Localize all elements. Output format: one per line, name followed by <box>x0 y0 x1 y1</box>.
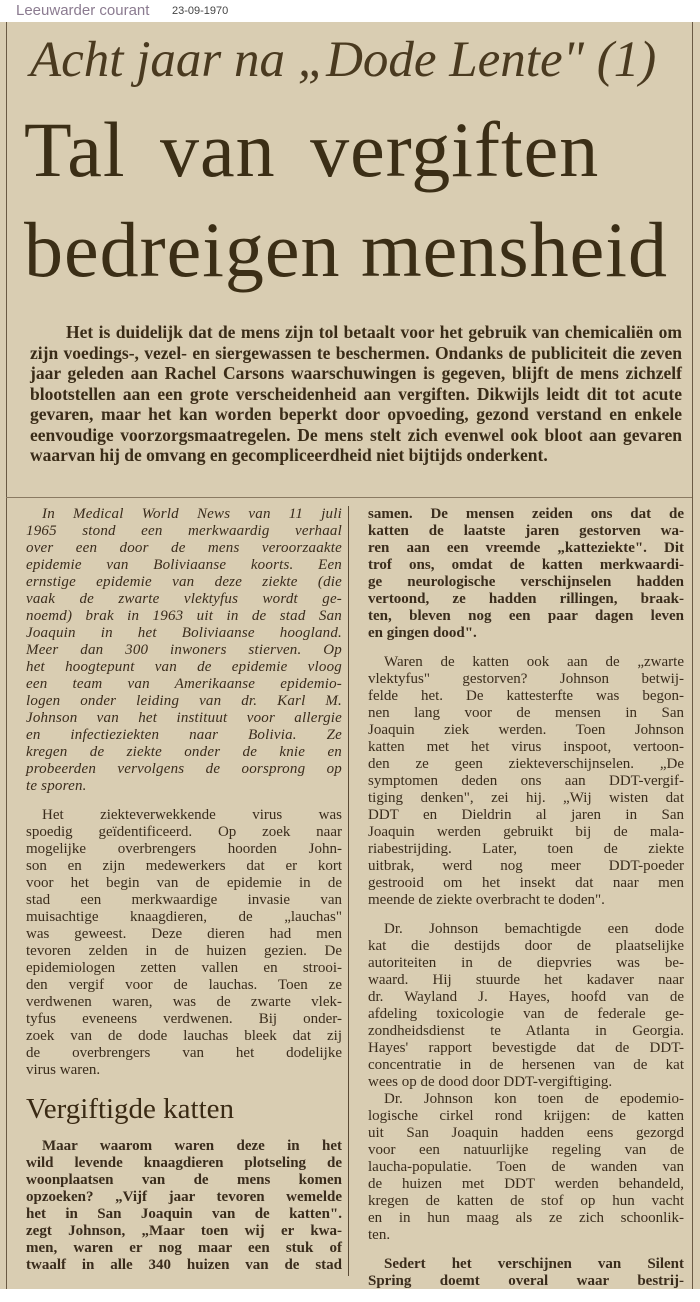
text-line: te sporen. <box>26 778 87 794</box>
text-line: Sedert het verschijnen van Silent <box>384 1256 684 1272</box>
text-line: Hayes' rapport bevestigde dat de DDT- <box>368 1040 684 1056</box>
text-line: Joaquin in het Boliviaanse hoogland. <box>26 625 342 641</box>
text-line: ge neurologische verschijnselen hadden <box>368 574 684 590</box>
text-line: wild levende knaagdieren plotseling de <box>26 1155 342 1171</box>
text-line: zondheidsdienst te Atlanta in Georgia. <box>368 1023 684 1039</box>
paragraph <box>26 807 342 1079</box>
text-line: dr. Wayland J. Hayes, hoofd van de <box>368 989 684 1005</box>
paragraph <box>368 921 684 1091</box>
text-line: In Medical World News van 11 juli <box>42 506 342 522</box>
text-line: son en zijn medewerkers dat er kort <box>26 858 342 874</box>
article-kicker: Acht jaar na „Dode Lente" (1) <box>30 32 657 88</box>
text-line: het in San Joaquin van de katten". <box>26 1206 342 1222</box>
text-line: afdeling toxicologie van de federale ge- <box>368 1006 684 1022</box>
text-line: katten de laatste jaren gestorven wa- <box>368 523 684 539</box>
text-line: voor het begin van de epidemie in de <box>26 875 342 891</box>
text-line: waard. Hij stuurde het kadaver naar <box>368 972 684 988</box>
text-line: de overbrengers van het dodelijke <box>26 1045 342 1061</box>
text-line: den ze geen ziekteverschijnselen. „De <box>368 756 684 772</box>
text-line: verdwenen waren, was de zwarte vlek- <box>26 994 342 1010</box>
paragraph <box>368 1091 684 1244</box>
text-line: vlektyfus" gestorven? Johnson betwij- <box>368 671 684 687</box>
text-line: gestrooid om het insekt dat naar men <box>368 875 684 891</box>
lead-text: Het is duidelijk dat de mens zijn tol betaalt voor het gebruik van chemicaliën om zijn voedings-, vezel- en siergewassen te beschermen. Ondanks de publiciteit die zeven jaar geleden aan Rachel Carsons waarschuwingen is gegeven, blijft de mens zichzelf blootstellen aan een grote verscheidenheid aan vergiften. Dikwijls leidt dit tot acute gevaren, maar het kan worden beperkt door opvoeding, gezond verstand en enkele eenvoudige voorzorgsmaatregelen. De mens stelt zich evenwel ook bloot aan gevaren waarvan hij de omvang en gecompliceerdheid niet bijtijds onderkent. <box>30 322 682 465</box>
paragraph <box>26 1138 342 1274</box>
text-line: noemd) brak in 1963 uit in de stad San <box>26 608 342 624</box>
text-line: autoriteiten in de diepvries was be- <box>368 955 684 971</box>
text-line: en in hun maag als ze zich schoonlik- <box>368 1210 684 1226</box>
text-line: twaalf in alle 340 huizen van de stad <box>26 1257 342 1273</box>
text-line: den vergif voor de lauchas. Toen ze <box>26 977 342 993</box>
text-line: vertoond, ze hadden rillingen, braak- <box>368 591 684 607</box>
text-line: uit San Joaquin hadden eens gezorgd <box>368 1125 684 1141</box>
text-line: virus waren. <box>26 1062 101 1078</box>
text-line: felde het. De kattesterfte was begon- <box>368 688 684 704</box>
text-line: symptomen deden ons aan DDT-vergif- <box>368 773 684 789</box>
text-line: laucha-populatie. Toen de wanden van <box>368 1159 684 1175</box>
text-line: probeerden vervolgens de oorsprong op <box>26 761 342 777</box>
paragraph <box>368 506 684 642</box>
text-line: spoedig geïdentificeerd. Op zoek naar <box>26 824 342 840</box>
text-line: samen. De mensen zeiden ons dat de <box>368 506 684 522</box>
headline-line-2: bedreigen mensheid <box>24 206 668 293</box>
text-line: Dr. Johnson bemachtigde een dode <box>384 921 684 937</box>
text-line: epidemiologen zetten vallen en strooi- <box>26 960 342 976</box>
text-line: was geweest. Deze dieren had men <box>26 926 342 942</box>
text-line: nen lang voor de mensen in San <box>368 705 684 721</box>
text-line: tyfus eveneens verdwenen. Bij onder- <box>26 1011 342 1027</box>
text-line: muisachtige knaagdieren, de „lauchas" <box>26 909 342 925</box>
left-border <box>6 22 7 1289</box>
text-line: over een door de mens veroorzaakte <box>26 540 342 556</box>
text-line: Meer dan 300 inwoners stierven. Op <box>26 642 342 658</box>
text-line: opzoeken? „Vijf jaar tevoren wemelde <box>26 1189 342 1205</box>
source-bar <box>0 0 700 22</box>
publication-name: Leeuwarder courant <box>16 2 150 19</box>
text-line: tiging denken", zei hij. „Wij wisten dat <box>368 790 684 806</box>
paragraph <box>368 654 684 909</box>
paragraph <box>368 1256 684 1290</box>
text-line: de huizen met DDT werden behandeld, <box>368 1176 684 1192</box>
text-line: katten met het virus inspoot, vertoon- <box>368 739 684 755</box>
right-border <box>692 22 693 1289</box>
text-line: men, waren er nog maar een stuk of <box>26 1240 342 1256</box>
text-line: concentratie in de hersenen van de kat <box>368 1057 684 1073</box>
text-line: zegt Johnson, „Maar toen wij er kwa- <box>26 1223 342 1239</box>
text-line: een team van Amerikaanse epidemio- <box>26 676 342 692</box>
text-line: uitbrak, werd nog meer DDT-poeder <box>368 858 684 874</box>
text-line: het hoogtepunt van de epidemie vloog <box>26 659 342 675</box>
text-line: ten. <box>368 1227 391 1243</box>
column-divider <box>348 506 349 1276</box>
text-line: ren aan een vreemde „katteziekte". Dit <box>368 540 684 556</box>
text-line: Waren de katten ook aan de „zwarte <box>384 654 684 670</box>
text-line: ernstige epidemie van deze ziekte (die <box>26 574 342 590</box>
text-line: logische cirkel rond krijgen: de katten <box>368 1108 684 1124</box>
text-line: tevoren zelden in de huizen gezien. De <box>26 943 342 959</box>
text-line: woonplaatsen van de mens komen <box>26 1172 342 1188</box>
text-line: Joaquin werden gebruikt bij de mala- <box>368 824 684 840</box>
text-line: trof ons, omdat de katten merkwaardi- <box>368 557 684 573</box>
text-line: stad een merkwaardige invasie van <box>26 892 342 908</box>
text-line: kregen de katten de stof op hun vacht <box>368 1193 684 1209</box>
headline-line-1: Tal van vergiften <box>24 106 600 193</box>
text-line: en gingen dood". <box>368 625 477 641</box>
left-column <box>26 506 342 1286</box>
text-line: en infectieziekten naar Bolivia. Ze <box>26 727 342 743</box>
text-line: 1965 stond een merkwaardig verhaal <box>26 523 342 539</box>
text-line: voor een natuurlijke regeling van de <box>368 1142 684 1158</box>
text-line: meende de ziekte overbracht te doden". <box>368 892 605 908</box>
text-line: riabestrijding. Later, toen de ziekte <box>368 841 684 857</box>
text-line: wees op de dood door DDT-vergiftiging. <box>368 1074 613 1090</box>
lead-paragraph <box>30 322 682 466</box>
text-line: Spring doemt overal waar bestrij- <box>368 1273 684 1289</box>
text-line: Maar waarom waren deze in het <box>42 1138 342 1154</box>
text-line: kregen de ziekte onder de knie en <box>26 744 342 760</box>
subheading: Vergiftigde katten <box>26 1093 235 1125</box>
lead-divider <box>6 497 692 498</box>
text-line: Het ziekteverwekkende virus was <box>42 807 342 823</box>
text-line: kat die destijds door de plaatselijke <box>368 938 684 954</box>
text-line: logen onder leiding van dr. Karl M. <box>26 693 342 709</box>
paragraph <box>26 506 342 795</box>
text-line: ten, bleven nog een paar dagen leven <box>368 608 684 624</box>
text-line: Dr. Johnson kon toen de epodemio- <box>384 1091 684 1107</box>
text-line: DDT en Dieldrin al jaren in San <box>368 807 684 823</box>
text-line: zoek van de dode lauchas bleek dat zij <box>26 1028 342 1044</box>
text-line: mogelijke overbrengers hoorden John- <box>26 841 342 857</box>
text-line: Joaquin ziek werden. Toen Johnson <box>368 722 684 738</box>
text-line: Johnson van het instituut voor allergie <box>26 710 342 726</box>
text-line: vaak de zwarte vlektyfus wordt ge- <box>26 591 342 607</box>
publication-date: 23-09-1970 <box>172 5 229 17</box>
text-line: epidemie van Boliviaanse koorts. Een <box>26 557 342 573</box>
right-column <box>368 506 684 1302</box>
